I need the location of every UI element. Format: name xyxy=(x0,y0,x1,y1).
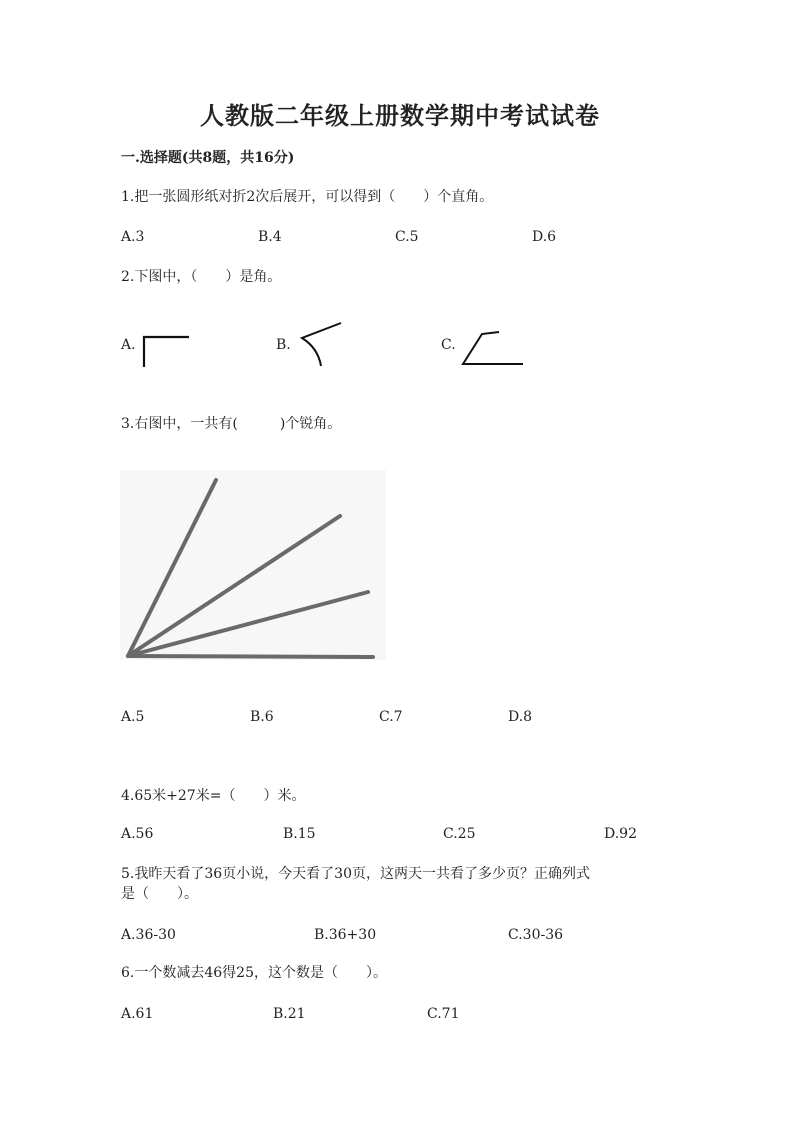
q1-option-d[interactable]: D.6 xyxy=(532,229,557,245)
q4-option-b[interactable]: B.15 xyxy=(283,826,316,842)
q2-option-c[interactable]: C. xyxy=(441,337,456,353)
q2-figure-b xyxy=(296,320,346,368)
q3-angles-figure xyxy=(118,468,388,668)
q5-option-a[interactable]: A.36-30 xyxy=(121,927,176,943)
q6-option-b[interactable]: B.21 xyxy=(273,1006,306,1022)
question-4: 4.65米+27米=（ ）米。 xyxy=(121,788,306,804)
question-5-line-2: 是（ ）。 xyxy=(121,886,198,902)
q6-option-c[interactable]: C.71 xyxy=(427,1006,460,1022)
question-1: 1.把一张圆形纸对折2次后展开，可以得到（ ）个直角。 xyxy=(121,189,494,205)
q4-option-a[interactable]: A.56 xyxy=(121,826,154,842)
q2-figure-a xyxy=(140,334,192,368)
q3-option-d[interactable]: D.8 xyxy=(508,709,533,725)
question-2: 2.下图中，（ ）是角。 xyxy=(121,269,282,285)
q2-figure-c xyxy=(460,328,526,370)
q4-option-c[interactable]: C.25 xyxy=(443,826,476,842)
question-5-line-1: 5.我昨天看了36页小说，今天看了30页，这两天一共看了多少页？正确列式 xyxy=(121,866,590,882)
q2-option-b[interactable]: B. xyxy=(276,337,291,353)
q1-option-c[interactable]: C.5 xyxy=(395,229,419,245)
q1-option-a[interactable]: A.3 xyxy=(121,229,145,245)
q5-option-b[interactable]: B.36+30 xyxy=(314,927,377,943)
q4-option-d[interactable]: D.92 xyxy=(604,826,637,842)
section-heading: 一.选择题(共8题，共16分) xyxy=(121,150,295,166)
question-6: 6.一个数减去46得25，这个数是（ ）。 xyxy=(121,965,387,981)
q6-option-a[interactable]: A.61 xyxy=(121,1006,154,1022)
q2-option-a[interactable]: A. xyxy=(121,337,136,353)
q5-option-c[interactable]: C.30-36 xyxy=(508,927,564,943)
q3-option-b[interactable]: B.6 xyxy=(250,709,274,725)
q1-option-b[interactable]: B.4 xyxy=(258,229,282,245)
page-title: 人教版二年级上册数学期中考试试卷 xyxy=(200,101,600,130)
q3-option-c[interactable]: C.7 xyxy=(379,709,403,725)
q3-option-a[interactable]: A.5 xyxy=(121,709,145,725)
question-3: 3.右图中，一共有( )个锐角。 xyxy=(121,416,342,432)
